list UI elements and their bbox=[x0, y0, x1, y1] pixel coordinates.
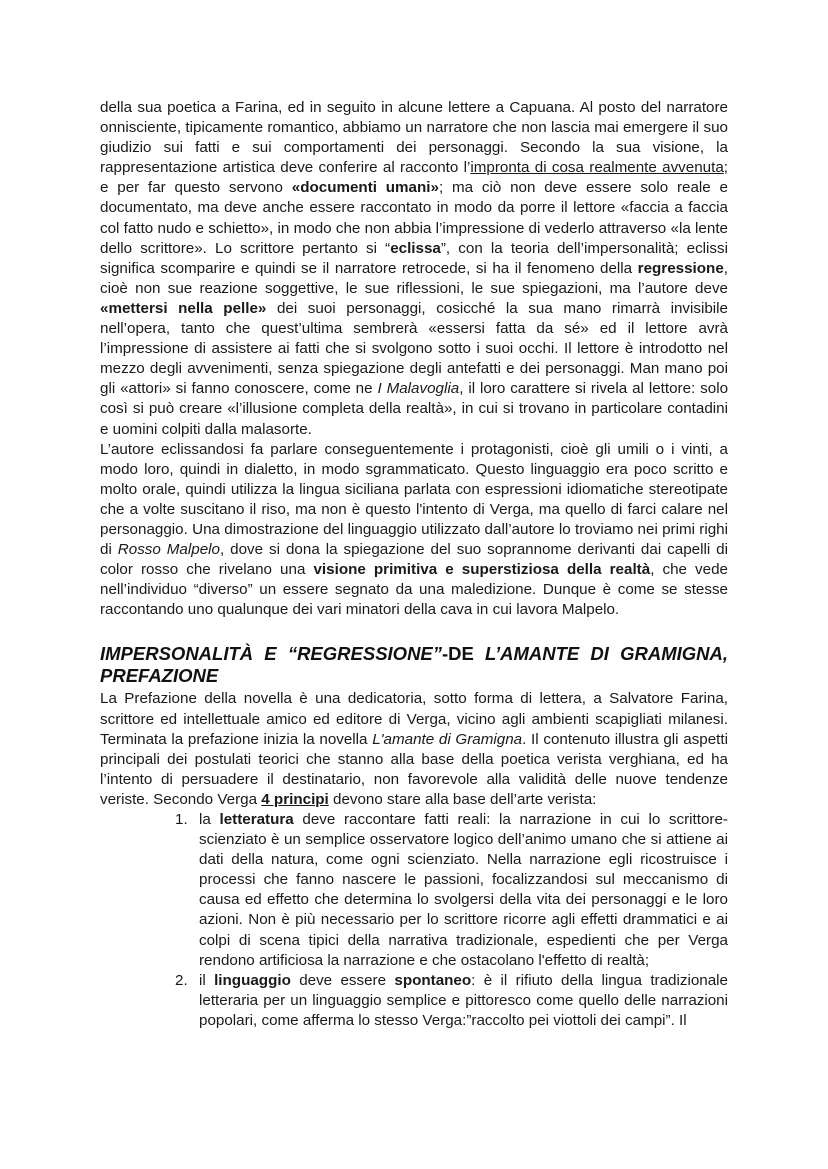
italic-title: L'amante di Gramigna bbox=[372, 730, 523, 748]
italic-title: I Malavoglia bbox=[377, 380, 460, 398]
list-item: 2. il linguaggio deve essere spontaneo: è il rifiuto della lingua tradizionale letteraria per un linguaggio semplice e pittoresco come quello delle narrazioni popolari, come afferma lo stesso Verga:”raccolto pei viottoli dei campi”. Il bbox=[175, 971, 728, 1029]
principles-list bbox=[100, 810, 728, 1031]
bold-term: «mettersi nella pelle» bbox=[100, 299, 267, 317]
paragraph-preface: La Prefazione della novella è una dedicatoria, sotto forma di lettera, a Salvatore Farina, scrittore ed intellettuale amico ed editore di Verga, vicino agli ambienti scapigliati milanesi. Terminata la prefazione inizia la novella L'amante di Gramigna. Il contenuto illustra gli aspetti principali dei postulati teorici che stanno alla base della poetica verista verghiana, ed ha l’intento di persuadere il destinatario, non favorevole alla validità delle nuove tendenze veriste. Secondo Verga 4 principi devono stare alla base dell’arte verista: bbox=[100, 690, 728, 808]
bold-term: linguaggio bbox=[214, 971, 291, 989]
bold-term: letteratura bbox=[219, 811, 294, 828]
bold-term: «documenti umani» bbox=[291, 179, 439, 197]
bold-term: visione primitiva e superstiziosa della realtà bbox=[313, 561, 651, 579]
paragraph-language: L’autore eclissandosi fa parlare conseguentemente i protagonisti, cioè gli umili o i vinti, a modo loro, quindi in dialetto, in modo sgrammaticato. Questo linguaggio era poco scritto e molto orale, quindi utilizza la lingua siciliana parlata con espressioni idiomatiche stereotipate che a volte suscitano il riso, ma non è questo l'intento di Verga, ma quello di farci calare nel personaggio. Una dimostrazione del linguaggio utilizzato dall’autore lo troviamo nei primi righi di Rosso Malpelo, dove si dona la spiegazione del suo soprannome derivanti dai capelli di color rosso che rivelano una visione primitiva e superstiziosa della realtà, che vede nell’individuo “diverso” un essere segnato da una maledizione. Dunque è come se stesse raccontando uno qualunque dei vari minatori della cava in cui lavora Malpelo. bbox=[100, 440, 728, 619]
document-page bbox=[100, 98, 728, 1031]
bold-underlined-term: 4 principi bbox=[261, 790, 329, 808]
list-number: 1. bbox=[175, 811, 188, 828]
bold-term: regressione bbox=[637, 259, 724, 277]
list-number: 2. bbox=[175, 971, 188, 989]
bold-term: eclissa bbox=[390, 239, 441, 257]
bold-term: spontaneo bbox=[394, 971, 472, 989]
paragraph-narrator: della sua poetica a Farina, ed in seguito in alcune lettere a Capuana. Al posto del narratore onnisciente, tipicamente romantico, abbiamo un narratore che non lascia mai emergere il suo giudizio sui fatti e sui comportamenti dei personaggi. Secondo la sua visione, la rappresentazione artistica deve conferire al racconto l’impronta di cosa realmente avvenuta; e per far questo servono «documenti umani»; ma ciò non deve essere solo reale e documentato, ma deve anche essere raccontato in modo da porre il lettore «faccia a faccia col fatto nudo e schietto», in modo che non abbia l’impressione di vederlo attraverso «la lente dello scrittore». Lo scrittore pertanto si “eclissa”, con la teoria dell’impersonalità; eclissi significa scomparire e quindi se il narratore retrocede, si ha il fenomeno della regressione, cioè non sue reazione soggettive, le sue riflessioni, le sue spiegazioni, ma l’autore deve «mettersi nella pelle» dei suoi personaggi, cosicché la sua mano rimarrà invisibile nell’opera, tanto che quest’ultima sembrerà «essersi fatta da sé» ed il lettore avrà l’impressione di assistere ai fatti che si svolgono sotto i suoi occhi. Il lettore è introdotto nel mezzo degli avvenimenti, senza spiegazione degli antefatti e dei personaggi. Man mano poi gli «attori» si fanno conoscere, come ne I Malavoglia, il loro carattere si rivela al lettore: solo così si può creare «l’illusione completa della realtà», in cui si trovano in particolare contadini e uomini colpiti dalla malasorte. bbox=[100, 99, 729, 438]
list-item: 1. la letteratura deve raccontare fatti reali: la narrazione in cui lo scrittore-scienziato è un semplice osservatore logico dell’animo umano che si attiene ai dati della natura, come ogni scienziato. Nella narrazione egli ricostruisce i processi che fanno nascere le passioni, focalizzandosi sul meccanismo di causa ed effetto che determina lo svolgersi della vita dei personaggi e le loro azioni. Non è più necessario per lo scrittore ricorre agli effetti drammatici e ai colpi di scena tipici della narrativa tradizionale, espedienti che per Verga rendono artificiosa la narrazione e che ostacolano l'effetto di realtà; bbox=[175, 811, 728, 969]
section-heading: IMPERSONALITÀ E “REGRESSIONE”-DE L’AMANTE DI GRAMIGNA, PREFAZIONE bbox=[100, 643, 728, 687]
italic-title: Rosso Malpelo bbox=[117, 541, 220, 559]
underlined-phrase: impronta di cosa realmente avvenuta bbox=[470, 159, 724, 177]
